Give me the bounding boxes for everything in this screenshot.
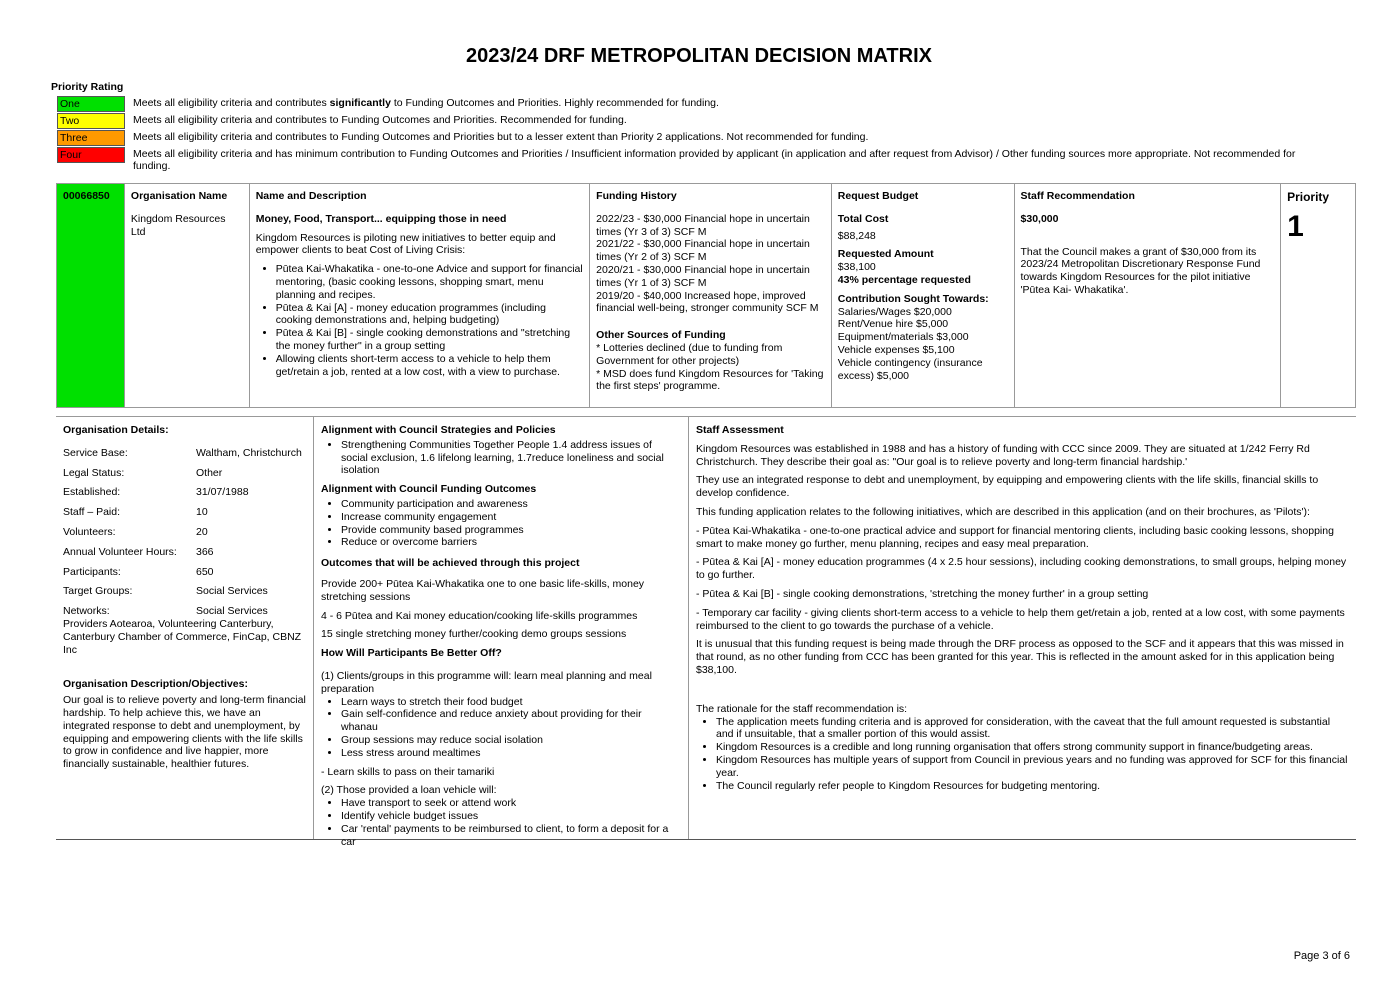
- legend-swatch-one: One: [57, 96, 125, 112]
- rationale-list: [696, 716, 1349, 793]
- total-cost-value: $88,248: [837, 229, 876, 242]
- priority-cell: [1281, 184, 1355, 407]
- legend-desc-two: Meets all eligibility criteria and contributes to Funding Outcomes and Priorities. Recommended for funding.: [133, 114, 627, 126]
- vehicle-benefit-item: • Identify vehicle budget issues: [341, 810, 681, 823]
- achieved-item: 4 - 6 Pūtea and Kai money education/cooking life-skills programmes: [321, 609, 638, 622]
- organisation-name: Kingdom Resources Ltd: [130, 212, 226, 238]
- networks-row: Networks: Social Services: [63, 605, 268, 618]
- better-off-intro: (2) Those provided a loan vehicle will:: [321, 784, 497, 797]
- organisation-cell: [125, 184, 250, 407]
- legend-swatch-four: Four: [57, 147, 125, 163]
- details-section: [56, 416, 1356, 848]
- detail-row: Legal Status: Other: [63, 466, 223, 479]
- percentage-requested: 43% percentage requested: [837, 273, 971, 286]
- achieved-item: Provide 200+ Pūtea Kai-Whakatika one to one basic life-skills, money stretching sessions: [321, 577, 645, 603]
- funding-outcomes-header: Alignment with Council Funding Outcomes: [321, 483, 537, 496]
- assessment-paragraph: It is unusual that this funding request is being made through the DRF process as opposed to the SCF and it appears that this was missed in that round, as no other funding from CCC has been granted for this year. This is reflected in the amount asked for in this application being $38,100.: [696, 638, 1344, 676]
- legend-row-two: [57, 113, 1312, 129]
- detail-row: Established: 31/07/1988: [63, 486, 249, 499]
- other-source: * MSD does fund Kingdom Resources for 'Taking the first steps' programme.: [596, 367, 824, 393]
- vehicle-benefit-item: • Have transport to seek or attend work: [341, 797, 681, 810]
- history-item: 2019/20 - $40,000 Increased hope, improved financial well-being, stronger community SCF M: [596, 289, 819, 315]
- contribution-item: Equipment/materials $3,000: [837, 331, 969, 344]
- project-item: • Pūtea Kai-Whakatika - one-to-one Advice and support for financial mentoring, (basic cooking lessons, shopping smart, menu planning and recipes.: [276, 263, 583, 301]
- legend-desc-four: Meets all eligibility criteria and has minimum contribution to Funding Outcomes and Priorities / Insufficient information provided by applicant (in application and after request from Advisor) / Other funding sources more appropriate. Not recommended for funding.: [133, 148, 1296, 172]
- project-list: [256, 263, 583, 378]
- detail-row: Staff – Paid: 10: [63, 506, 208, 519]
- vehicle-benefit-item: • Car 'rental' payments to be reimbursed to client, to form a deposit for a car: [341, 823, 681, 849]
- better-off-item: • Group sessions may reduce social isolation: [341, 734, 681, 747]
- project-intro: Kingdom Resources is piloting new initiatives to better equip and empower clients to beat Cost of Living Crisis:: [255, 231, 556, 257]
- strategy-item: • Strengthening Communities Together People 1.4 address issues of social exclusion, 1.6 lifelong learning, 1.7reduce loneliness and social isolation: [341, 439, 681, 477]
- rationale-item: • The Council regularly refer people to Kingdom Resources for budgeting mentoring.: [716, 780, 1349, 793]
- rationale-item: • The application meets funding criteria and is approved for consideration, with the caveat that the full amount requested is substantial and if unsuitable, that a smaller portion of this would assist.: [716, 716, 1349, 742]
- outcome-item: • Provide community based programmes: [341, 524, 681, 537]
- contribution-item: Salaries/Wages $20,000: [837, 305, 952, 318]
- staff-recommendation-header: Staff Recommendation: [1020, 190, 1135, 202]
- history-item: 2022/23 - $30,000 Financial hope in uncertain times (Yr 3 of 3) SCF M: [596, 212, 810, 238]
- legend-desc-one: Meets all eligibility criteria and contributes significantly to Funding Outcomes and Priorities. Highly recommended for funding.: [133, 97, 719, 109]
- organisation-description-header: Organisation Description/Objectives:: [63, 678, 248, 691]
- application-id-cell: [57, 184, 125, 407]
- rationale-item: • Kingdom Resources has multiple years of support from Council in previous years and no funding was approved for SCF for this financial year.: [716, 754, 1349, 780]
- legend-swatch-two: Two: [57, 113, 125, 129]
- recommendation-text: That the Council makes a grant of $30,000 from its 2023/24 Metropolitan Discretionary Response Fund towards Kingdom Resources for the pilot initiative 'Pūtea Kai- Whakatika'.: [1020, 245, 1261, 296]
- assessment-paragraph: They use an integrated response to debt and unemployment, by equipping and empowering clients with the life skills, financial skills to develop confidence.: [696, 474, 1319, 500]
- description-cell: [250, 184, 590, 407]
- organisation-description-text: Our goal is to relieve poverty and long-term financial hardship. To help achieve this, we have an integrated response to debt and unemployment, by equipping and empowering clients with the life skills to grow in confidence and live happier, more financially sustainable, healthier futures.: [63, 694, 306, 771]
- better-off-list: [321, 696, 681, 760]
- better-off-item: • Learn ways to stretch their food budget: [341, 696, 681, 709]
- assessment-paragraph: Kingdom Resources was established in 1988 and has a history of funding with CCC since 2009. They are situated at 1/242 Ferry Rd Christchurch. They describe their goal as: "Our goal is to relieve poverty and long-term financial hardship.': [696, 442, 1310, 468]
- page-number: Page 3 of 6: [1293, 950, 1350, 962]
- outcome-item: • Increase community engagement: [341, 511, 681, 524]
- project-item: • Allowing clients short-term access to a vehicle to help them get/retain a job, rented at a low cost, with a view to purchase.: [276, 353, 583, 379]
- outcome-item: • Community participation and awareness: [341, 498, 681, 511]
- request-budget-header: Request Budget: [837, 190, 919, 202]
- priority-rating-label: Priority Rating: [51, 81, 124, 93]
- contribution-item: Rent/Venue hire $5,000: [837, 318, 949, 331]
- detail-row: Participants: 650: [63, 565, 214, 578]
- better-off-intro: (1) Clients/groups in this programme will: learn meal planning and meal preparation: [321, 669, 652, 695]
- project-item: • Pūtea & Kai [B] - single cooking demonstrations and "stretching the money further" in a group setting: [276, 327, 583, 353]
- legend-row-one: [57, 96, 1312, 112]
- better-off-note: - Learn skills to pass on their tamariki: [321, 765, 495, 778]
- other-source: * Lotteries declined (due to funding from Government for other projects): [596, 341, 783, 367]
- staff-recommendation-cell: [1015, 184, 1282, 407]
- rationale-intro: The rationale for the staff recommendation is:: [696, 702, 908, 715]
- alignment-column: [314, 417, 689, 848]
- priority-value: 1: [1287, 209, 1304, 243]
- organisation-header: Organisation Name: [130, 190, 228, 202]
- history-item: 2020/21 - $30,000 Financial hope in uncertain times (Yr 1 of 3) SCF M: [596, 263, 810, 289]
- better-off-item: • Gain self-confidence and reduce anxiety about providing for their whanau: [341, 708, 681, 734]
- detail-row: Volunteers: 20: [63, 525, 208, 538]
- application-id: 00066850: [63, 190, 110, 202]
- total-cost-label: Total Cost: [837, 212, 889, 225]
- assessment-paragraph: - Pūtea Kai-Whakatika - one-to-one practical advice and support for financial mentoring clients, including basic cooking lessons, shopping smart to make money go further, menu planning, recipes and easy meal preparation.: [696, 524, 1334, 550]
- description-header: Name and Description: [255, 190, 367, 202]
- outcome-item: • Reduce or overcome barriers: [341, 536, 681, 549]
- funding-history-header: Funding History: [596, 190, 677, 202]
- staff-assessment-header: Staff Assessment: [696, 424, 784, 436]
- detail-row: Service Base: Waltham, Christchurch: [63, 446, 302, 459]
- networks-text: Providers Aotearoa, Volunteering Canterbury, Canterbury Chamber of Commerce, FinCap, CBNZ Inc: [63, 617, 302, 656]
- organisation-details-header: Organisation Details:: [63, 424, 169, 436]
- page-title: 2023/24 DRF METROPOLITAN DECISION MATRIX: [466, 45, 932, 67]
- funding-history-cell: [590, 184, 832, 407]
- recommended-amount: $30,000: [1020, 212, 1059, 225]
- project-title: Money, Food, Transport... equipping those in need: [255, 212, 507, 225]
- better-off-header: How Will Participants Be Better Off?: [321, 647, 502, 660]
- rationale-item: • Kingdom Resources is a credible and long running organisation that offers strong community support in finance/budgeting areas.: [716, 741, 1349, 754]
- project-item: • Pūtea & Kai [A] - money education programmes (including cooking demonstrations and, helping budgeting): [276, 302, 583, 328]
- assessment-paragraph: This funding application relates to the following initiatives, which are described in this application (and on their brochures, as 'Pilots'):: [696, 505, 1310, 518]
- organisation-details-column: [56, 417, 314, 839]
- legend-desc-three: Meets all eligibility criteria and contributes to Funding Outcomes and Priorities but to a lesser extent than Priority 2 applications. Not recommended for funding.: [133, 131, 869, 143]
- detail-row: Annual Volunteer Hours: 366: [63, 545, 214, 558]
- contribution-item: Vehicle expenses $5,100: [837, 343, 955, 356]
- detail-row: Target Groups: Social Services: [63, 585, 268, 598]
- assessment-paragraph: - Temporary car facility - giving clients short-term access to a vehicle to help them get/retain a job, rented at a low cost, with some payments reimbursed to the client to go towards the purchase of a vehicle.: [696, 606, 1345, 632]
- strategies-list: [321, 439, 681, 477]
- achieved-item: 15 single stretching money further/cooking demo groups sessions: [321, 628, 627, 641]
- legend-row-four: [57, 147, 1312, 172]
- achieved-outcomes-header: Outcomes that will be achieved through this project: [321, 557, 580, 570]
- contribution-label: Contribution Sought Towards:: [837, 292, 989, 305]
- contribution-item: Vehicle contingency (insurance excess) $5,000: [837, 356, 983, 382]
- assessment-paragraph: - Pūtea & Kai [A] - money education programmes (4 x 2.5 hour sessions), including cooking demonstrations, to small groups, helping money to go further.: [696, 556, 1347, 582]
- requested-amount-value: $38,100: [837, 261, 876, 274]
- priority-header: Priority: [1287, 190, 1330, 204]
- other-sources-header: Other Sources of Funding: [596, 329, 726, 342]
- funding-outcomes-list: [321, 498, 681, 549]
- assessment-paragraph: - Pūtea & Kai [B] - single cooking demonstrations, 'stretching the money further' in a group setting: [696, 587, 1149, 600]
- requested-amount-label: Requested Amount: [837, 248, 934, 261]
- staff-assessment-column: [689, 417, 1356, 839]
- decision-matrix: [56, 183, 1356, 408]
- better-off-item: • Less stress around mealtimes: [341, 747, 681, 760]
- request-budget-cell: [832, 184, 1015, 407]
- priority-legend: [57, 96, 1312, 173]
- history-item: 2021/22 - $30,000 Financial hope in uncertain times (Yr 2 of 3) SCF M: [596, 238, 810, 264]
- vehicle-benefits-list: [321, 797, 681, 848]
- strategies-header: Alignment with Council Strategies and Policies: [321, 424, 556, 436]
- legend-row-three: [57, 130, 1312, 146]
- legend-swatch-three: Three: [57, 130, 125, 146]
